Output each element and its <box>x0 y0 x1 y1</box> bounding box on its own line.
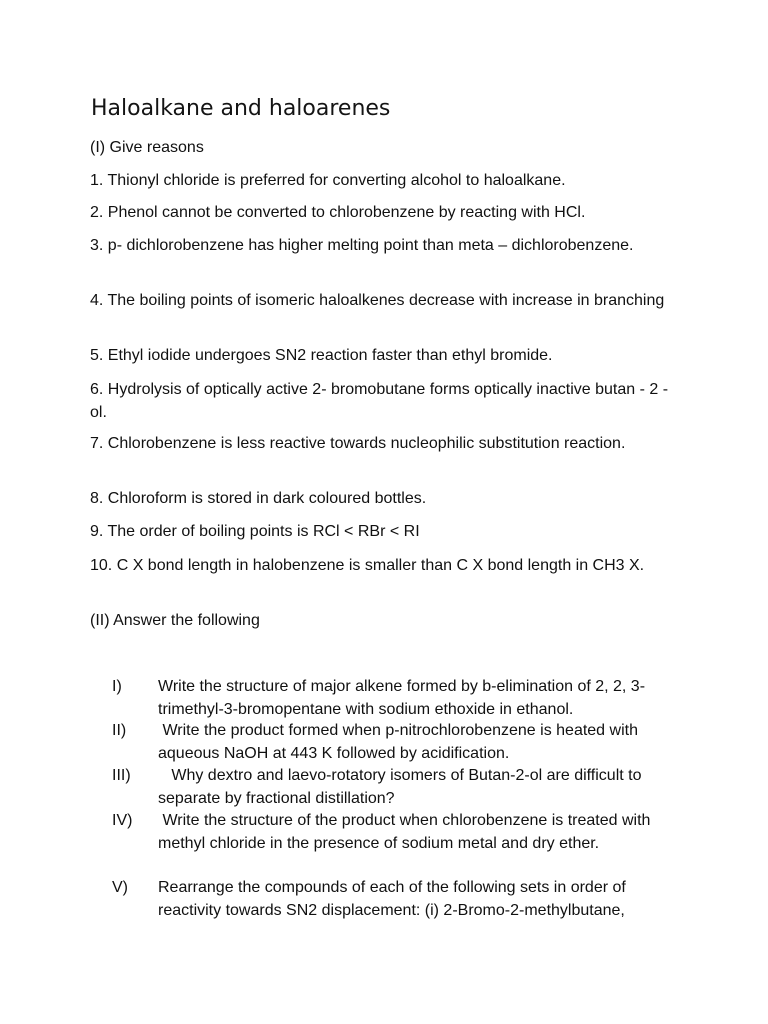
reason-item-9: 9. The order of boiling points is RCl < RBr < RI <box>90 523 420 540</box>
section-2-heading: (II) Answer the following <box>90 612 260 629</box>
reason-item-7: 7. Chlorobenzene is less reactive towards nucleophilic substitution reaction. <box>90 435 626 452</box>
question-number: III) <box>112 767 131 784</box>
question-text: Write the structure of major alkene formed by b-elimination of 2, 2, 3-trimethyl-3-bromopentane with sodium ethoxide in ethanol. <box>158 678 646 718</box>
question-number: I) <box>112 678 122 695</box>
reason-item-4: 4. The boiling points of isomeric haloalkenes decrease with increase in branching <box>90 292 665 309</box>
reason-item-6: 6. Hydrolysis of optically active 2- bromobutane forms optically inactive butan - 2 - ol. <box>90 381 669 421</box>
question-text: Rearrange the compounds of each of the following sets in order of reactivity towards SN2 displacement: (i) 2-Bromo-2-methylbutane, <box>158 879 631 919</box>
reason-item-5: 5. Ethyl iodide undergoes SN2 reaction faster than ethyl bromide. <box>90 347 553 364</box>
reason-item-2: 2. Phenol cannot be converted to chlorobenzene by reacting with HCl. <box>90 204 586 221</box>
question-text: Write the product formed when p-nitrochlorobenzene is heated with aqueous NaOH at 443 K followed by acidification. <box>158 722 643 762</box>
reason-item-3: 3. p- dichlorobenzene has higher melting point than meta – dichlorobenzene. <box>90 237 634 254</box>
question-text: Write the structure of the product when chlorobenzene is treated with methyl chloride in the presence of sodium metal and dry ether. <box>158 812 655 852</box>
question-number: II) <box>112 722 127 739</box>
question-number: IV) <box>112 812 133 829</box>
section-1-heading: (I) Give reasons <box>90 139 204 156</box>
question-text: Why dextro and laevo-rotatory isomers of Butan-2-ol are difficult to separate by fractional distillation? <box>158 767 646 807</box>
page-title: Haloalkane and haloarenes <box>91 96 391 121</box>
reason-item-8: 8. Chloroform is stored in dark coloured bottles. <box>90 490 427 507</box>
question-number: V) <box>112 879 128 896</box>
reason-item-1: 1. Thionyl chloride is preferred for converting alcohol to haloalkane. <box>90 172 566 189</box>
reason-item-10: 10. C X bond length in halobenzene is smaller than C X bond length in CH3 X. <box>90 557 645 574</box>
